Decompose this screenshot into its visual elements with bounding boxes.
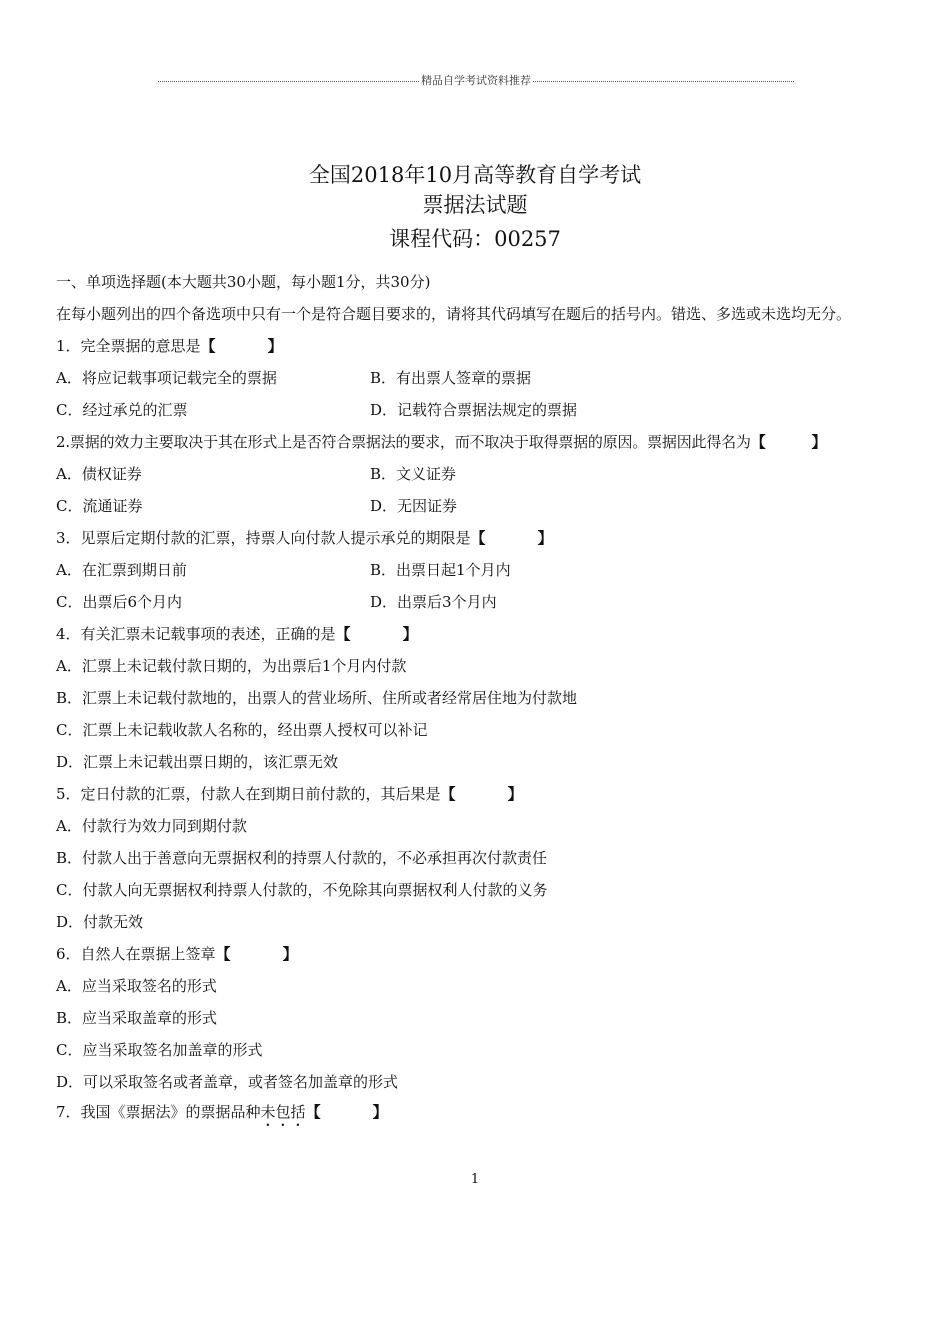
answer-bracket-close: 】: [282, 945, 298, 963]
option-d: D．记载符合票据法规定的票据: [370, 401, 578, 419]
question-stem: 7．我国《票据法》的票据品种: [56, 1103, 261, 1121]
question-stem: 2.票据的效力主要取决于其在形式上是否符合票据法的要求，而不取决于取得票据的原因。票据因此得名为: [56, 433, 751, 451]
section-instruction: 在每小题列出的四个备选项中只有一个是符合题目要求的，请将其代码填写在题后的括号内。错选、多选或未选均无分。: [56, 305, 852, 323]
option-b: B．付款人出于善意向无票据权利的持票人付款的，不必承担再次付款责任: [56, 849, 548, 867]
header-dots-left: [158, 81, 419, 82]
answer-bracket-open: 【: [335, 625, 351, 643]
question-stem: 1．完全票据的意思是: [56, 337, 201, 355]
option-b: B．文义证券: [370, 465, 457, 483]
option-a: A．付款行为效力同到期付款: [56, 817, 247, 835]
emphasis-text: 未包括: [260, 1103, 306, 1121]
question-stem: 3．见票后定期付款的汇票，持票人向付款人提示承兑的期限是: [56, 529, 471, 547]
option-b: B．有出票人签章的票据: [370, 369, 532, 387]
option-b: B．出票日起1个月内: [370, 561, 511, 579]
option-a: A．汇票上未记载付款日期的，为出票后1个月内付款: [56, 657, 407, 675]
option-c: C．应当采取签名加盖章的形式: [56, 1041, 263, 1059]
question-2-options: [56, 458, 901, 522]
question-1-options: [56, 362, 901, 426]
option-a: A．债权证券: [56, 465, 142, 483]
header-label: 精品自学考试资料推荐: [421, 74, 531, 87]
answer-bracket-close: 】: [267, 337, 283, 355]
option-a: A．应当采取签名的形式: [56, 977, 217, 995]
answer-bracket-open: 【: [215, 945, 231, 963]
question-4: [56, 618, 901, 650]
exam-title: 全国2018年10月高等教育自学考试: [308, 163, 642, 187]
answer-bracket-close: 】: [372, 1103, 388, 1121]
answer-bracket-close: 】: [507, 785, 523, 803]
answer-bracket-open: 【: [470, 529, 486, 547]
question-6: [56, 938, 901, 970]
course-code: 课程代码：00257: [389, 227, 561, 251]
option-b: B．应当采取盖章的形式: [56, 1009, 218, 1027]
question-stem: 6．自然人在票据上签章: [56, 945, 216, 963]
option-d: D．出票后3个月内: [370, 593, 497, 611]
subject-title: 票据法试题: [422, 193, 528, 217]
option-d: D．可以采取签名或者盖章，或者签名加盖章的形式: [56, 1073, 399, 1091]
option-a: A．将应记载事项记载完全的票据: [56, 369, 277, 387]
option-c: C．经过承兑的汇票: [56, 401, 188, 419]
option-d: D．汇票上未记载出票日期的，该汇票无效: [56, 753, 339, 771]
question-1: [56, 330, 901, 362]
option-c: C．汇票上未记载收款人名称的，经出票人授权可以补记: [56, 721, 428, 739]
question-2: [56, 426, 901, 458]
question-3-options: [56, 554, 901, 618]
answer-bracket-open: 【: [200, 337, 216, 355]
question-stem: 5．定日付款的汇票，付款人在到期日前付款的，其后果是: [56, 785, 441, 803]
exam-content: [56, 266, 901, 1130]
option-c: C．出票后6个月内: [56, 593, 183, 611]
option-c: C．流通证券: [56, 497, 143, 515]
question-3: [56, 522, 901, 554]
option-d: D．无因证券: [370, 497, 458, 515]
page-number: 1: [470, 1172, 480, 1187]
answer-bracket-open: 【: [750, 433, 766, 451]
question-5: [56, 778, 901, 810]
option-a: A．在汇票到期日前: [56, 561, 187, 579]
section-heading: 一、单项选择题(本大题共30小题，每小题1分，共30分): [56, 273, 431, 291]
option-b: B．汇票上未记载付款地的，出票人的营业场所、住所或者经常居住地为付款地: [56, 689, 578, 707]
answer-bracket-close: 】: [811, 433, 827, 451]
answer-bracket-open: 【: [440, 785, 456, 803]
answer-bracket-open: 【: [305, 1103, 321, 1121]
answer-bracket-close: 】: [402, 625, 418, 643]
page-header: [158, 72, 794, 88]
answer-bracket-close: 】: [537, 529, 553, 547]
header-dots-right: [533, 81, 794, 82]
question-7: [56, 1098, 901, 1130]
question-stem: 4．有关汇票未记载事项的表述，正确的是: [56, 625, 336, 643]
option-c: C．付款人向无票据权利持票人付款的，不免除其向票据权利人付款的义务: [56, 881, 548, 899]
option-d: D．付款无效: [56, 913, 144, 931]
title-block: [0, 160, 950, 254]
